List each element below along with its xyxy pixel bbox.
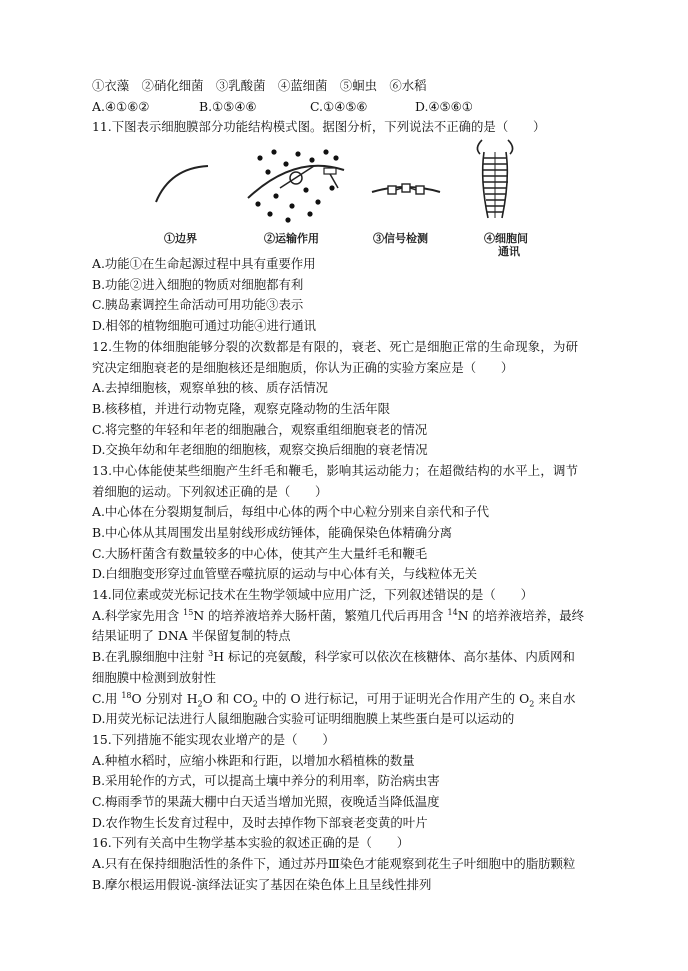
q11-option-c: C.胰岛素调控生命活动可用功能③表示 <box>92 297 304 313</box>
q15-option-d: D.农作物生长发育过程中，及时去掉作物下部衰老变黄的叶片 <box>92 814 428 830</box>
cell-communication-diagram <box>470 138 520 222</box>
q13-option-d: D.白细胞变形穿过血管壁吞噬抗原的运动与中心体有关，与线粒体无关 <box>92 566 478 582</box>
figure-label-signal: ③信号检测 <box>373 232 428 246</box>
q15-option-b: B.采用轮作的方式，可以提高土壤中养分的利用率，防治病虫害 <box>92 773 440 789</box>
q11-stem: 11.下图表示细胞膜部分功能结构模式图。据图分析，下列说法不正确的是（ ） <box>92 119 546 135</box>
q14-option-d: D.用荧光标记法进行人鼠细胞融合实验可证明细胞膜上某些蛋白是可以运动的 <box>92 711 515 727</box>
q13-stem-1: 13.中心体能使某些细胞产生纤毛和鞭毛，影响其运动能力；在超微结构的水平上，调节 <box>92 462 579 478</box>
figure-label-communication: ④细胞间 <box>484 232 528 246</box>
q14-option-a-2: 结果证明了 DNA 半保留复制的特点 <box>92 628 291 644</box>
boundary-diagram <box>152 158 212 208</box>
q16-stem: 16.下列有关高中生物学基本实验的叙述正确的是（ ） <box>92 835 410 851</box>
q13-option-c: C.大肠杆菌含有数量较多的中心体，使其产生大量纤毛和鞭毛 <box>92 545 428 561</box>
q13-stem-2: 着细胞的运动。下列叙述正确的是（ ） <box>92 483 328 499</box>
q14-option-b-2: 细胞膜中检测到放射性 <box>92 669 216 685</box>
transport-diagram <box>240 144 350 224</box>
figure-label-communication-2: 通讯 <box>498 245 520 259</box>
q14-option-b-1: B.在乳腺细胞中注射 $^3$H 标记的亮氨酸，科学家可以依次在核糖体、高尔基体、内质网和 <box>92 649 575 665</box>
q15-stem: 15.下列措施不能实现农业增产的是（ ） <box>92 731 335 747</box>
q12-option-d: D.交换年幼和年老细胞的细胞核，观察交换后细胞的衰老情况 <box>92 442 428 458</box>
q14-option-a-1: A.科学家先用含 $^{15}$N 的培养液培养大肠杆菌，繁殖几代后再用含 $^{14}$N 的培养液培养，最终 <box>92 607 584 623</box>
q13-option-a: A.中心体在分裂期复制后，每组中心体的两个中心粒分别来自亲代和子代 <box>92 504 489 520</box>
q15-option-c: C.梅雨季节的果蔬大棚中白天适当增加光照，夜晚适当降低温度 <box>92 793 440 809</box>
q12-option-a: A.去掉细胞核，观察单独的核、质存活情况 <box>92 380 328 396</box>
q12-option-c: C.将完整的年轻和年老的细胞融合，观察重组细胞衰老的情况 <box>92 421 428 437</box>
q12-stem-1: 12.生物的体细胞能够分裂的次数都是有限的，衰老、死亡是细胞正常的生命现象，为研 <box>92 338 579 354</box>
q16-option-a: A.只有在保持细胞活性的条件下，通过苏丹Ⅲ染色才能观察到花生子叶细胞中的脂肪颗粒 <box>92 856 576 871</box>
q12-option-b: B.核移植，并进行动物克隆，观察克隆动物的生活年限 <box>92 400 391 416</box>
q13-option-b: B.中心体从其周围发出星射线形成纺锤体，能确保染色体精确分离 <box>92 525 452 540</box>
q10-option-d: D.④⑤⑥① <box>415 98 473 114</box>
q14-stem: 14.同位素或荧光标记技术在生物学领域中应用广泛，下列叙述错误的是（ ） <box>92 587 533 603</box>
q11-option-a: A.功能①在生命起源过程中具有重要作用 <box>92 256 316 272</box>
q11-option-b: B.功能②进入细胞的物质对细胞都有利 <box>92 276 304 292</box>
q10-organisms: ①衣藻 ②硝化细菌 ③乳酸菌 ④蓝细菌 ⑤蛔虫 ⑥水稻 <box>92 78 427 93</box>
q10-options <box>92 97 638 118</box>
q10-option-b: B.①⑤④⑥ <box>199 98 257 114</box>
signal-detection-diagram <box>370 178 442 208</box>
q14-option-c: C.用 $^{18}$O 分别对 $H_2O$ 和 $CO_2$ 中的 O 进行标记，可用于证明光合作用产生的 $O_2$ 来自水 <box>92 690 576 708</box>
membrane-function-figure <box>92 138 638 259</box>
q12-stem-2: 究决定细胞衰老的是细胞核还是细胞质，你认为正确的实验方案应是（ ） <box>92 359 514 375</box>
exam-page <box>92 76 638 895</box>
q10-option-c: C.①④⑤⑥ <box>310 98 368 114</box>
q11-option-d: D.相邻的植物细胞可通过功能④进行通讯 <box>92 318 317 334</box>
q16-option-b: B.摩尔根运用假说-演绎法证实了基因在染色体上且呈线性排列 <box>92 876 432 892</box>
figure-label-transport: ②运输作用 <box>264 232 319 246</box>
figure-label-boundary: ①边界 <box>164 232 197 246</box>
q10-option-a: A.④①⑥② <box>92 98 150 114</box>
q15-option-a: A.种植水稻时，应缩小株距和行距，以增加水稻植株的数量 <box>92 752 415 768</box>
